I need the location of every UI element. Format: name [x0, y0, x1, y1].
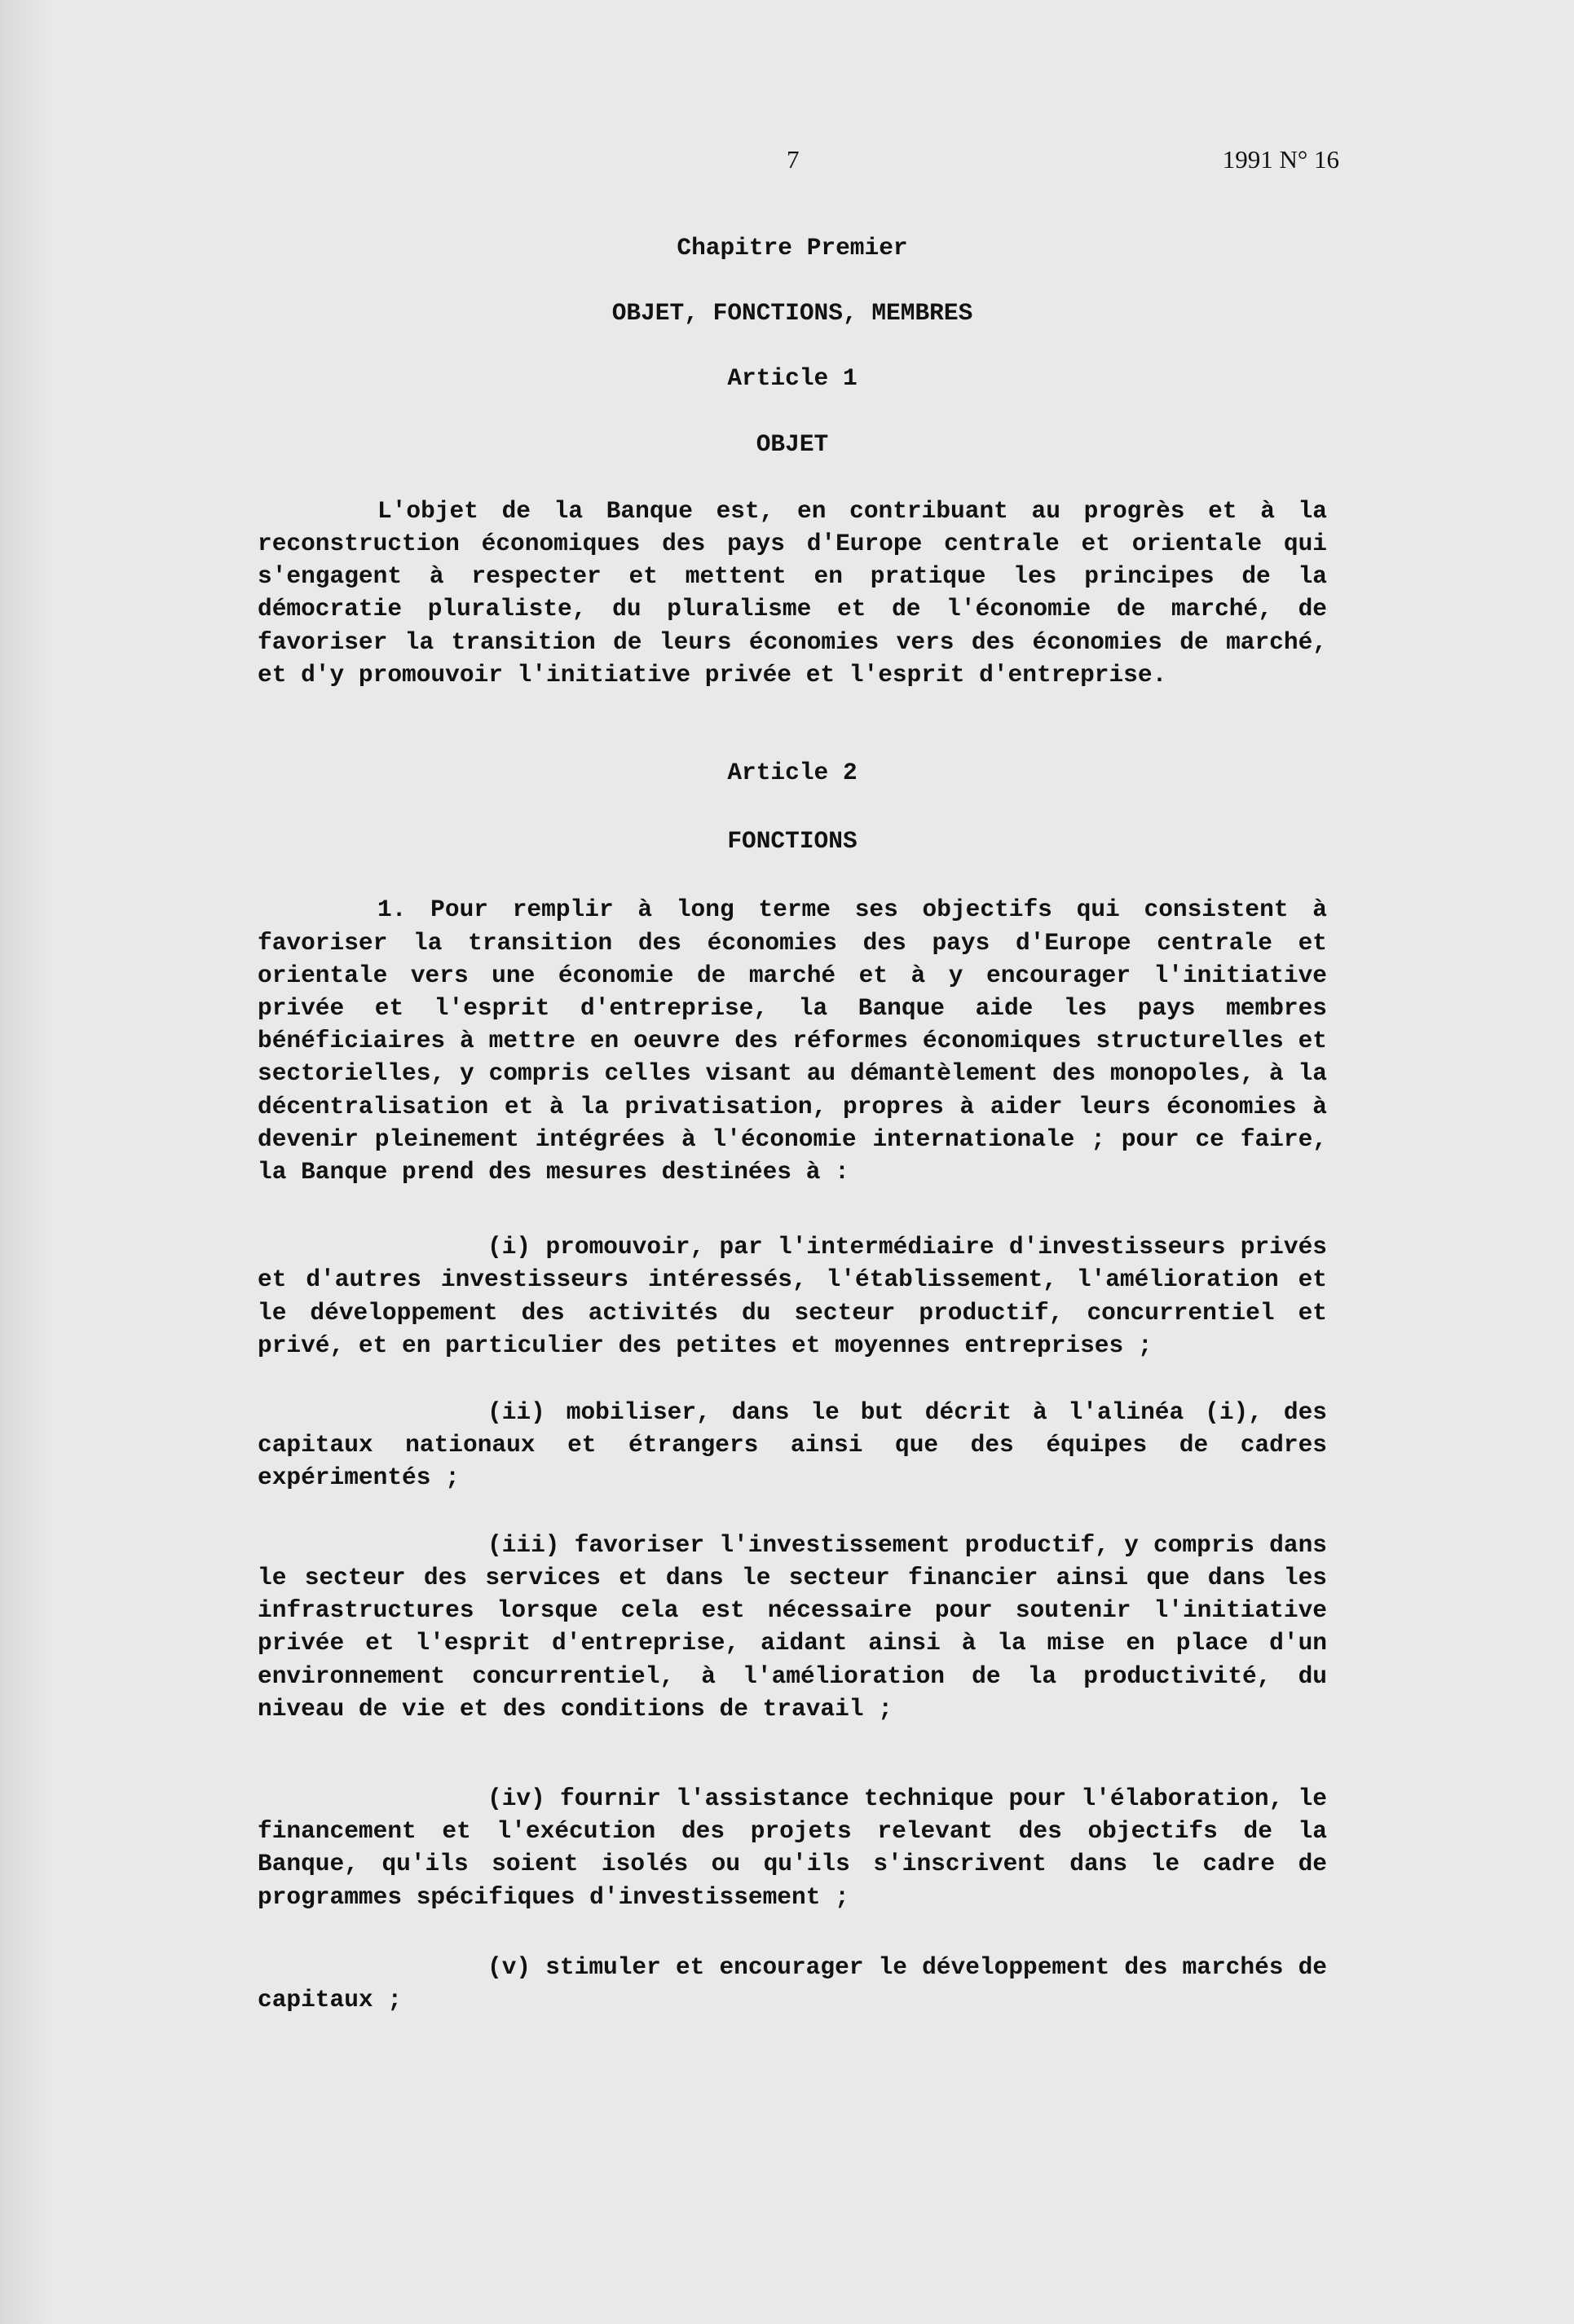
- document-body: [258, 231, 1327, 2016]
- article-2-item-ii: (ii) mobiliser, dans le but décrit à l'alinéa (i), des capitaux nationaux et étrangers ainsi que des équipes de cadres expérimentés ;: [258, 1398, 1327, 1492]
- article-2-intro: 1. Pour remplir à long terme ses objectifs qui consistent à favoriser la transition des économies des pays d'Europe centrale et orientale vers une économie de marché et à y encourager l'initiative privée et l'esprit d'entreprise, la Banque aide les pays membres bénéficiaires à mettre en oeuvre des réformes économiques structurelles et sectorielles, y compris celles visant au démantèlement des monopoles, à la décentralisation et à la privatisation, propres à aider leurs économies à devenir pleinement intégrées à l'économie internationale ; pour ce faire, la Banque prend des mesures destinées à :: [258, 896, 1327, 1186]
- article-2-item-i: (i) promouvoir, par l'intermédiaire d'investisseurs privés et d'autres investisseurs intéressés, l'établissement, l'amélioration et le développement des activités du secteur productif, concurrentiel et privé, et en particulier des petites et moyennes entreprises ;: [258, 1233, 1327, 1359]
- article-2-heading: Article 2: [727, 759, 858, 787]
- chapter-title: Chapitre Premier: [677, 234, 908, 262]
- page-header: [0, 145, 1574, 186]
- article-1-heading: Article 1: [727, 364, 858, 393]
- article-2-item-iv: (iv) fournir l'assistance technique pour l'élaboration, le financement et l'exécution des projets relevant des objectifs de la Banque, qu'ils soient isolés ou qu'ils s'inscrivent dans le cadre de programmes spécifiques d'investissement ;: [258, 1784, 1327, 1911]
- chapter-subtitle: OBJET, FONCTIONS, MEMBRES: [611, 299, 973, 328]
- article-2-item-iii: (iii) favoriser l'investissement productif, y compris dans le secteur des services et dans le secteur financier ainsi que dans les infrastructures lorsque cela est nécessaire pour soutenir l'initiative privée et l'esprit d'entreprise, aidant ainsi à la mise en place d'un environnement concurrentiel, à l'amélioration de la productivité, du niveau de vie et des conditions de travail ;: [258, 1530, 1327, 1723]
- page-edge-shadow: [0, 0, 49, 2324]
- article-2-title: FONCTIONS: [727, 827, 858, 856]
- article-1-text: L'objet de la Banque est, en contribuant au progrès et à la reconstruction économiques des pays d'Europe centrale et orientale qui s'engagent à respecter et mettent en pratique les principes de la démocratie pluraliste, du pluralisme et de l'économie de marché, de favoriser la transition de leurs économies vers des économies de marché, et d'y promouvoir l'initiative privée et l'esprit d'entreprise.: [258, 496, 1327, 689]
- article-2-item-v: (v) stimuler et encourager le développement des marchés de capitaux ;: [258, 1952, 1327, 2014]
- article-1-title: OBJET: [756, 429, 829, 458]
- page-number: 7: [787, 145, 800, 174]
- issue-label: 1991 N° 16: [1222, 145, 1339, 174]
